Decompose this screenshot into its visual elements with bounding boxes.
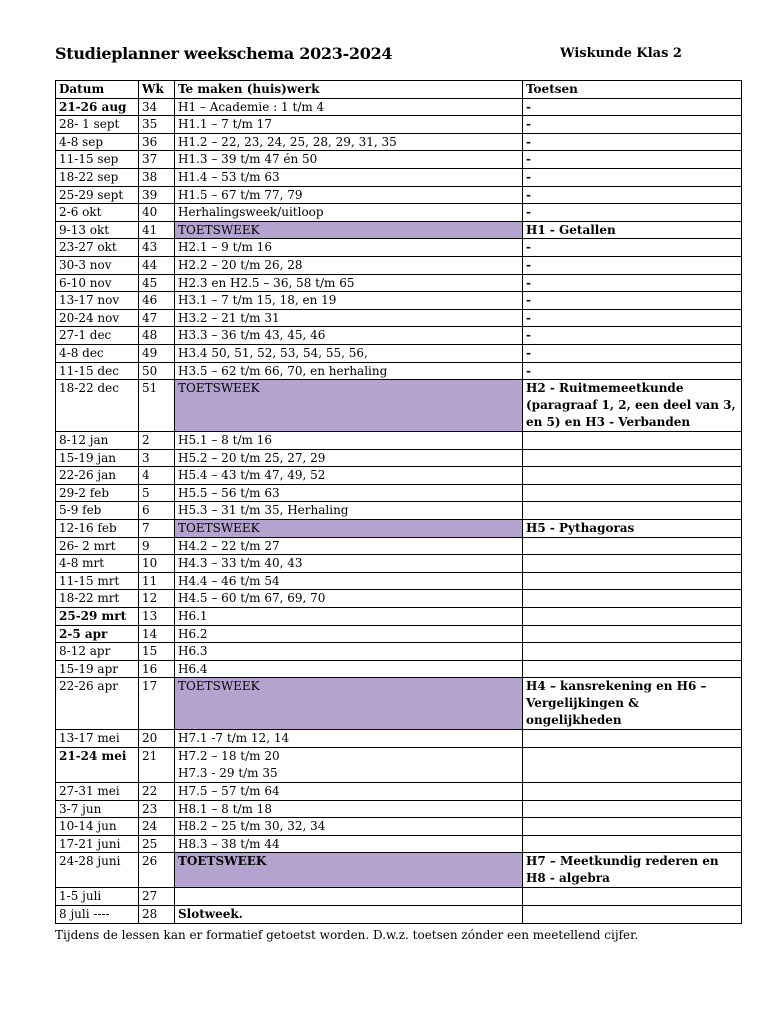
table-row xyxy=(56,204,742,222)
cell-wk: 25 xyxy=(139,835,175,853)
cell-wk: 20 xyxy=(139,730,175,748)
table-row-toetsweek xyxy=(56,380,742,432)
table-row xyxy=(56,660,742,678)
cell-wk: 28 xyxy=(139,905,175,923)
cell-werk: H3.3 – 36 t/m 43, 45, 46 xyxy=(175,327,523,345)
cell-toets: H5 - Pythagoras xyxy=(523,520,742,538)
table-row-toetsweek xyxy=(56,678,742,730)
table-row xyxy=(56,537,742,555)
cell-datum: 2-6 okt xyxy=(56,204,139,222)
table-row xyxy=(56,835,742,853)
cell-toets: H4 – kansrekening en H6 – Vergelijkingen & ongelijkheden xyxy=(523,678,742,730)
cell-datum: 20-24 nov xyxy=(56,309,139,327)
cell-datum: 4-8 dec xyxy=(56,344,139,362)
cell-wk: 47 xyxy=(139,309,175,327)
cell-werk: H3.5 – 62 t/m 66, 70, en herhaling xyxy=(175,362,523,380)
cell-toets xyxy=(523,783,742,801)
cell-wk: 50 xyxy=(139,362,175,380)
cell-toets xyxy=(523,484,742,502)
table-row xyxy=(56,327,742,345)
cell-datum: 11-15 sep xyxy=(56,151,139,169)
cell-datum: 13-17 mei xyxy=(56,730,139,748)
cell-datum: 8-12 apr xyxy=(56,643,139,661)
cell-toets xyxy=(523,449,742,467)
cell-toets xyxy=(523,555,742,573)
table-row-toetsweek xyxy=(56,853,742,888)
cell-wk: 22 xyxy=(139,783,175,801)
cell-werk: H6.1 xyxy=(175,608,523,626)
cell-datum: 29-2 feb xyxy=(56,484,139,502)
cell-wk: 21 xyxy=(139,748,175,783)
footnote: Tijdens de lessen kan er formatief getoetst worden. D.w.z. toetsen zónder een meetellend cijfer. xyxy=(55,928,639,942)
cell-toets xyxy=(523,608,742,626)
cell-wk: 35 xyxy=(139,116,175,134)
cell-werk: H1.5 – 67 t/m 77, 79 xyxy=(175,186,523,204)
cell-toets: - xyxy=(523,98,742,116)
cell-wk: 9 xyxy=(139,537,175,555)
cell-toets xyxy=(523,748,742,783)
cell-datum: 24-28 juni xyxy=(56,853,139,888)
cell-werk: H7.5 – 57 t/m 64 xyxy=(175,783,523,801)
cell-wk: 16 xyxy=(139,660,175,678)
cell-werk: TOETSWEEK xyxy=(175,380,523,432)
cell-wk: 10 xyxy=(139,555,175,573)
table-row xyxy=(56,748,742,783)
table-row xyxy=(56,449,742,467)
cell-werk: TOETSWEEK xyxy=(175,853,523,888)
cell-werk: H2.1 – 9 t/m 16 xyxy=(175,239,523,257)
cell-datum: 25-29 mrt xyxy=(56,608,139,626)
cell-datum: 4-8 mrt xyxy=(56,555,139,573)
cell-werk: H5.2 – 20 t/m 25, 27, 29 xyxy=(175,449,523,467)
page-title: Studieplanner weekschema 2023-2024 xyxy=(55,44,393,63)
cell-werk: H5.1 – 8 t/m 16 xyxy=(175,432,523,450)
cell-wk: 41 xyxy=(139,221,175,239)
cell-werk xyxy=(175,748,523,783)
cell-toets xyxy=(523,643,742,661)
cell-datum: 11-15 dec xyxy=(56,362,139,380)
table-row xyxy=(56,274,742,292)
cell-toets xyxy=(523,730,742,748)
cell-wk: 44 xyxy=(139,256,175,274)
cell-werk: H3.1 – 7 t/m 15, 18, en 19 xyxy=(175,292,523,310)
cell-toets: - xyxy=(523,116,742,134)
table-row xyxy=(56,256,742,274)
header-werk: Te maken (huis)werk xyxy=(175,81,523,99)
cell-werk: H4.4 – 46 t/m 54 xyxy=(175,572,523,590)
cell-werk: H6.4 xyxy=(175,660,523,678)
cell-datum: 15-19 jan xyxy=(56,449,139,467)
cell-toets xyxy=(523,660,742,678)
cell-toets xyxy=(523,572,742,590)
cell-wk: 3 xyxy=(139,449,175,467)
cell-toets xyxy=(523,467,742,485)
cell-wk: 17 xyxy=(139,678,175,730)
cell-werk: H1 – Academie : 1 t/m 4 xyxy=(175,98,523,116)
table-row xyxy=(56,625,742,643)
cell-wk: 38 xyxy=(139,168,175,186)
cell-wk: 7 xyxy=(139,520,175,538)
cell-toets: - xyxy=(523,274,742,292)
table-row xyxy=(56,467,742,485)
cell-wk: 36 xyxy=(139,133,175,151)
cell-datum: 8 juli ---- xyxy=(56,905,139,923)
cell-werk: H2.3 en H2.5 – 36, 58 t/m 65 xyxy=(175,274,523,292)
cell-wk: 39 xyxy=(139,186,175,204)
header-toetsen: Toetsen xyxy=(523,81,742,99)
table-row xyxy=(56,905,742,923)
table-row-toetsweek xyxy=(56,221,742,239)
cell-wk: 24 xyxy=(139,818,175,836)
cell-wk: 11 xyxy=(139,572,175,590)
cell-werk: H1.3 – 39 t/m 47 én 50 xyxy=(175,151,523,169)
cell-wk: 43 xyxy=(139,239,175,257)
cell-werk: H5.3 – 31 t/m 35, Herhaling xyxy=(175,502,523,520)
cell-toets: - xyxy=(523,362,742,380)
cell-datum: 11-15 mrt xyxy=(56,572,139,590)
table-row xyxy=(56,502,742,520)
table-row xyxy=(56,292,742,310)
cell-werk: H2.2 – 20 t/m 26, 28 xyxy=(175,256,523,274)
table-row xyxy=(56,818,742,836)
cell-toets xyxy=(523,818,742,836)
subject-label: Wiskunde Klas 2 xyxy=(560,46,682,61)
table-row-toetsweek xyxy=(56,520,742,538)
table-row xyxy=(56,168,742,186)
cell-werk: H4.5 – 60 t/m 67, 69, 70 xyxy=(175,590,523,608)
cell-datum: 27-31 mei xyxy=(56,783,139,801)
cell-werk: H4.3 – 33 t/m 40, 43 xyxy=(175,555,523,573)
cell-werk: H8.3 – 38 t/m 44 xyxy=(175,835,523,853)
cell-datum: 8-12 jan xyxy=(56,432,139,450)
cell-datum: 18-22 mrt xyxy=(56,590,139,608)
table-row xyxy=(56,643,742,661)
cell-toets: - xyxy=(523,239,742,257)
cell-werk: H3.4 50, 51, 52, 53, 54, 55, 56, xyxy=(175,344,523,362)
cell-datum: 18-22 sep xyxy=(56,168,139,186)
cell-toets xyxy=(523,502,742,520)
cell-werk: H6.2 xyxy=(175,625,523,643)
cell-toets: - xyxy=(523,256,742,274)
table-row xyxy=(56,432,742,450)
cell-werk: H8.1 – 8 t/m 18 xyxy=(175,800,523,818)
cell-toets xyxy=(523,800,742,818)
cell-datum: 17-21 juni xyxy=(56,835,139,853)
cell-toets xyxy=(523,625,742,643)
table-row xyxy=(56,239,742,257)
cell-wk: 14 xyxy=(139,625,175,643)
cell-wk: 13 xyxy=(139,608,175,626)
cell-wk: 40 xyxy=(139,204,175,222)
werk-line: H7.2 – 18 t/m 20 xyxy=(178,749,280,763)
table-row xyxy=(56,186,742,204)
cell-werk: TOETSWEEK xyxy=(175,221,523,239)
cell-datum: 18-22 dec xyxy=(56,380,139,432)
cell-toets xyxy=(523,537,742,555)
cell-wk: 2 xyxy=(139,432,175,450)
cell-datum: 21-24 mei xyxy=(56,748,139,783)
cell-toets: H1 - Getallen xyxy=(523,221,742,239)
cell-toets xyxy=(523,905,742,923)
cell-datum: 22-26 jan xyxy=(56,467,139,485)
cell-wk: 34 xyxy=(139,98,175,116)
cell-wk: 51 xyxy=(139,380,175,432)
cell-wk: 48 xyxy=(139,327,175,345)
cell-datum: 28- 1 sept xyxy=(56,116,139,134)
cell-datum: 1-5 juli xyxy=(56,888,139,906)
cell-wk: 26 xyxy=(139,853,175,888)
table-header-row xyxy=(56,81,742,99)
cell-datum: 15-19 apr xyxy=(56,660,139,678)
cell-toets: H2 - Ruitmemeetkunde (paragraaf 1, 2, een deel van 3, en 5) en H3 - Verbanden xyxy=(523,380,742,432)
cell-datum: 4-8 sep xyxy=(56,133,139,151)
cell-datum: 12-16 feb xyxy=(56,520,139,538)
cell-datum: 26- 2 mrt xyxy=(56,537,139,555)
cell-wk: 49 xyxy=(139,344,175,362)
cell-toets: - xyxy=(523,168,742,186)
cell-toets: - xyxy=(523,133,742,151)
cell-wk: 5 xyxy=(139,484,175,502)
cell-datum: 23-27 okt xyxy=(56,239,139,257)
cell-werk xyxy=(175,888,523,906)
cell-werk: H8.2 – 25 t/m 30, 32, 34 xyxy=(175,818,523,836)
table-row xyxy=(56,800,742,818)
cell-wk: 23 xyxy=(139,800,175,818)
table-row xyxy=(56,590,742,608)
cell-datum: 13-17 nov xyxy=(56,292,139,310)
table-row xyxy=(56,98,742,116)
cell-werk: H5.5 – 56 t/m 63 xyxy=(175,484,523,502)
cell-werk: H3.2 – 21 t/m 31 xyxy=(175,309,523,327)
cell-datum: 27-1 dec xyxy=(56,327,139,345)
header-datum: Datum xyxy=(56,81,139,99)
cell-wk: 45 xyxy=(139,274,175,292)
cell-werk: H1.2 – 22, 23, 24, 25, 28, 29, 31, 35 xyxy=(175,133,523,151)
cell-werk: TOETSWEEK xyxy=(175,520,523,538)
cell-toets xyxy=(523,590,742,608)
cell-datum: 10-14 jun xyxy=(56,818,139,836)
cell-toets xyxy=(523,835,742,853)
cell-datum: 5-9 feb xyxy=(56,502,139,520)
table-row xyxy=(56,309,742,327)
cell-werk: H1.4 – 53 t/m 63 xyxy=(175,168,523,186)
table-row xyxy=(56,362,742,380)
table-row xyxy=(56,555,742,573)
cell-toets: - xyxy=(523,292,742,310)
werk-line: H7.3 - 29 t/m 35 xyxy=(178,766,278,780)
cell-datum: 9-13 okt xyxy=(56,221,139,239)
cell-werk: Herhalingsweek/uitloop xyxy=(175,204,523,222)
cell-wk: 27 xyxy=(139,888,175,906)
cell-toets: - xyxy=(523,151,742,169)
table-row xyxy=(56,344,742,362)
cell-werk: TOETSWEEK xyxy=(175,678,523,730)
table-row xyxy=(56,133,742,151)
table-row xyxy=(56,151,742,169)
cell-toets: - xyxy=(523,186,742,204)
schedule-table xyxy=(55,80,742,924)
cell-werk: H4.2 – 22 t/m 27 xyxy=(175,537,523,555)
cell-wk: 4 xyxy=(139,467,175,485)
cell-wk: 37 xyxy=(139,151,175,169)
cell-datum: 3-7 jun xyxy=(56,800,139,818)
cell-datum: 30-3 nov xyxy=(56,256,139,274)
table-row xyxy=(56,888,742,906)
cell-datum: 6-10 nov xyxy=(56,274,139,292)
table-row xyxy=(56,484,742,502)
table-row xyxy=(56,783,742,801)
cell-toets xyxy=(523,432,742,450)
cell-datum: 22-26 apr xyxy=(56,678,139,730)
cell-werk: Slotweek. xyxy=(175,905,523,923)
cell-toets: - xyxy=(523,344,742,362)
cell-toets: H7 – Meetkundig rederen en H8 - algebra xyxy=(523,853,742,888)
table-row xyxy=(56,572,742,590)
table-row xyxy=(56,730,742,748)
cell-toets: - xyxy=(523,204,742,222)
cell-wk: 12 xyxy=(139,590,175,608)
cell-toets: - xyxy=(523,327,742,345)
cell-werk: H1.1 – 7 t/m 17 xyxy=(175,116,523,134)
cell-datum: 2-5 apr xyxy=(56,625,139,643)
cell-werk: H6.3 xyxy=(175,643,523,661)
cell-wk: 46 xyxy=(139,292,175,310)
cell-wk: 15 xyxy=(139,643,175,661)
cell-toets: - xyxy=(523,309,742,327)
cell-werk: H5.4 – 43 t/m 47, 49, 52 xyxy=(175,467,523,485)
table-row xyxy=(56,116,742,134)
cell-datum: 21-26 aug xyxy=(56,98,139,116)
table-row xyxy=(56,608,742,626)
cell-wk: 6 xyxy=(139,502,175,520)
cell-datum: 25-29 sept xyxy=(56,186,139,204)
cell-werk: H7.1 -7 t/m 12, 14 xyxy=(175,730,523,748)
cell-toets xyxy=(523,888,742,906)
header-wk: Wk xyxy=(139,81,175,99)
